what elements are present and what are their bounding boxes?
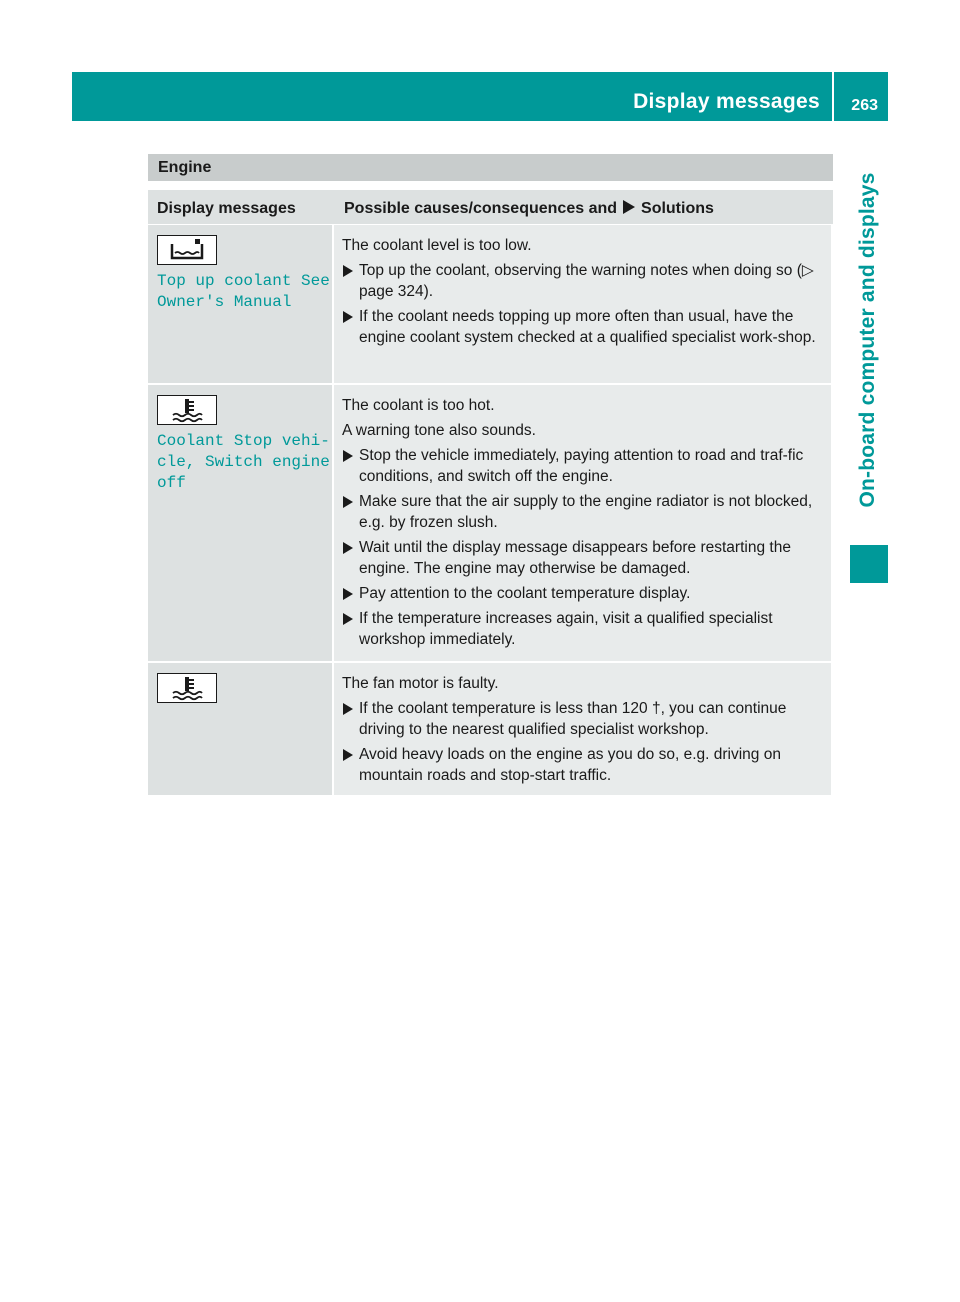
list-item: Top up the coolant, observing the warning notes when doing so (▷ page 324). <box>342 260 825 302</box>
coolant-temperature-icon <box>157 395 217 425</box>
column-header-display-messages: Display messages <box>157 200 296 217</box>
cause-text: The coolant level is too low. <box>342 237 532 254</box>
section-heading-text: Engine <box>158 159 212 176</box>
table-row <box>148 225 833 385</box>
chapter-marker <box>850 545 888 583</box>
section-heading <box>148 154 833 181</box>
display-message-text: Top up coolant See Owner's Manual <box>157 272 330 311</box>
column-header-solutions <box>336 190 833 224</box>
display-message-cell <box>148 385 334 661</box>
list-item: Pay attention to the coolant temperature display. <box>342 583 825 604</box>
bullet-arrow-icon <box>342 260 359 302</box>
bullet-arrow-icon <box>342 698 359 740</box>
cause-text: The fan motor is faulty. <box>342 675 499 692</box>
messages-table <box>148 190 833 797</box>
list-item: Make sure that the air supply to the engine radiator is not blocked, e.g. by frozen slush. <box>342 491 825 533</box>
header-divider <box>832 72 834 121</box>
solution-arrow-icon <box>623 200 635 214</box>
list-item: Stop the vehicle immediately, paying attention to road and traf-fic conditions, and switch off the engine. <box>342 445 825 487</box>
bullet-arrow-icon <box>342 583 359 604</box>
table-row <box>148 385 833 663</box>
cause-text: The coolant is too hot. <box>342 397 495 414</box>
solutions-cell <box>334 225 831 383</box>
list-item: Avoid heavy loads on the engine as you do so, e.g. driving on mountain roads and stop-start traffic. <box>342 744 825 786</box>
page-number: 263 <box>851 97 878 114</box>
list-item: If the coolant temperature is less than 120 †, you can continue driving to the nearest qualified specialist workshop. <box>342 698 825 740</box>
column-header-text-a: Possible causes/consequences and <box>344 200 618 217</box>
bullet-arrow-icon <box>342 608 359 650</box>
coolant-reservoir-icon <box>157 235 217 265</box>
page-header <box>72 72 888 121</box>
table-row <box>148 663 833 797</box>
chapter-tab <box>848 150 888 530</box>
header-title: Display messages <box>633 90 820 113</box>
cause-text: A warning tone also sounds. <box>342 422 536 439</box>
coolant-temperature-icon <box>157 673 217 703</box>
chapter-tab-label: On-board computer and displays <box>856 172 879 508</box>
list-item: If the coolant needs topping up more often than usual, have the engine coolant system checked at a qualified specialist work-shop. <box>342 306 825 348</box>
list-item: If the temperature increases again, visit a qualified specialist workshop immediately. <box>342 608 825 650</box>
bullet-arrow-icon <box>342 491 359 533</box>
display-message-cell <box>148 225 334 383</box>
bullet-arrow-icon <box>342 744 359 786</box>
table-header <box>148 190 833 225</box>
list-item: Wait until the display message disappears before restarting the engine. The engine may otherwise be damaged. <box>342 537 825 579</box>
bullet-arrow-icon <box>342 306 359 348</box>
display-message-cell <box>148 663 334 795</box>
bullet-arrow-icon <box>342 445 359 487</box>
display-message-text: Coolant Stop vehi‐ cle, Switch engine off <box>157 432 330 492</box>
bullet-arrow-icon <box>342 537 359 579</box>
column-header-text-b: Solutions <box>641 200 714 217</box>
solutions-cell <box>334 663 831 795</box>
solutions-cell <box>334 385 831 661</box>
